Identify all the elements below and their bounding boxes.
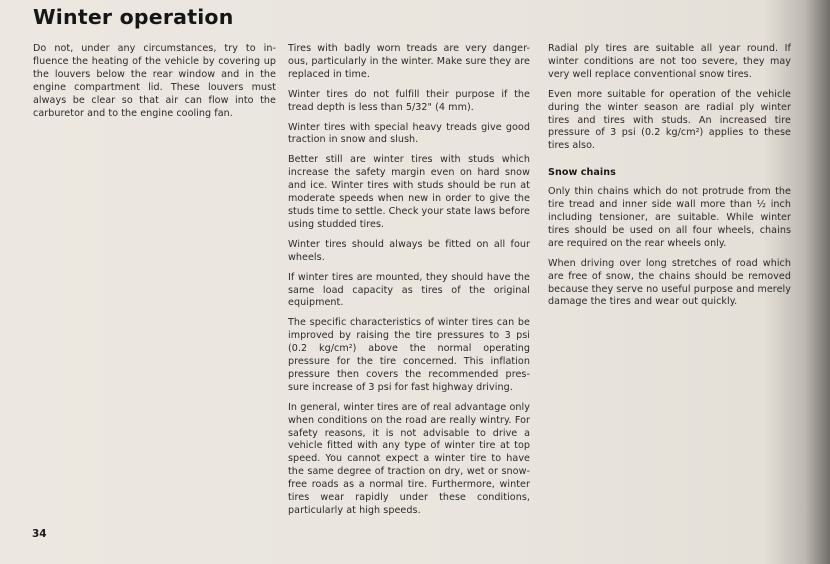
page-number: 34: [32, 528, 47, 540]
paragraph-general-advice: In general, winter tires are of real advantage only when conditions on the road are really wintry. For safety reasons, it is not advisable to drive a vehicle fitted with any type of winter tire at top speed. You cannot expect a winter tire to have the same degree of traction on dry, wet or snow-free roads as a normal tire. Furthermore, winter tires wear rapidly under these conditions, particularly at high speeds.: [288, 401, 530, 516]
paragraph-all-four-wheels: Winter tires should always be fitted on all four wheels.: [288, 238, 530, 263]
text-column-left: [33, 43, 276, 127]
snow-chains-heading: Snow chains: [548, 167, 616, 179]
paragraph-load-capacity: If winter tires are mounted, they should have the same load capacity as tires of the original equipment.: [288, 271, 530, 309]
paragraph-tread-depth: Winter tires do not fulfill their purpose if the tread depth is less than 5/32" (4 mm).: [288, 88, 530, 113]
text-column-right: [548, 43, 791, 316]
text-column-middle: [288, 43, 530, 525]
paragraph-heavy-treads: Winter tires with special heavy treads give good traction in snow and slush.: [288, 121, 530, 146]
paragraph-worn-treads: Tires with badly worn treads are very danger- ous, particularly in the winter. Make sure they are replaced in time.: [288, 43, 530, 80]
paragraph-louvers: Do not, under any circumstances, try to in- fluence the heating of the vehicle by covering up the louvers below the rear window and in the engine compartment lid. These louvers must always be clear so that air can flow into the carburetor and to the engine cooling fan.: [33, 43, 276, 119]
paragraph-studded-tires: Better still are winter tires with studs which increase the safety margin even on hard snow and ice. Winter tires with studs should be run at moderate speeds when new in order to give the studs time to settle. Check your state laws before using studded tires.: [288, 154, 530, 230]
paragraph-thin-chains: Only thin chains which do not protrude from the tire tread and inner side wall more than ½ inch including tensioner, are suitable. While winter tires should be used on all four wheels, chains are required on the rear wheels only.: [548, 186, 791, 249]
paragraph-radial-winter: Even more suitable for operation of the vehicle during the winter season are radial ply winter tires and tires with studs. An increased tire pressure of 3 psi (0.2 kg/cm²) applies to these tires also.: [548, 88, 791, 152]
paragraph-tire-pressure: The specific characteristics of winter tires can be improved by raising the tire pressures to 3 psi (0.2 kg/cm²) above the normal operating pressure for the tire concerned. This inflation pressure then covers the recommended pres- sure increase of 3 psi for fast highway driving.: [288, 317, 530, 393]
page-title: Winter operation: [33, 5, 234, 29]
paragraph-remove-chains: When driving over long stretches of road which are free of snow, the chains should be removed because they serve no useful purpose and merely damage the tires and wear out quickly.: [548, 257, 791, 308]
paragraph-radial-ply: Radial ply tires are suitable all year round. If winter conditions are not too severe, they may very well replace conventional snow tires.: [548, 43, 791, 80]
